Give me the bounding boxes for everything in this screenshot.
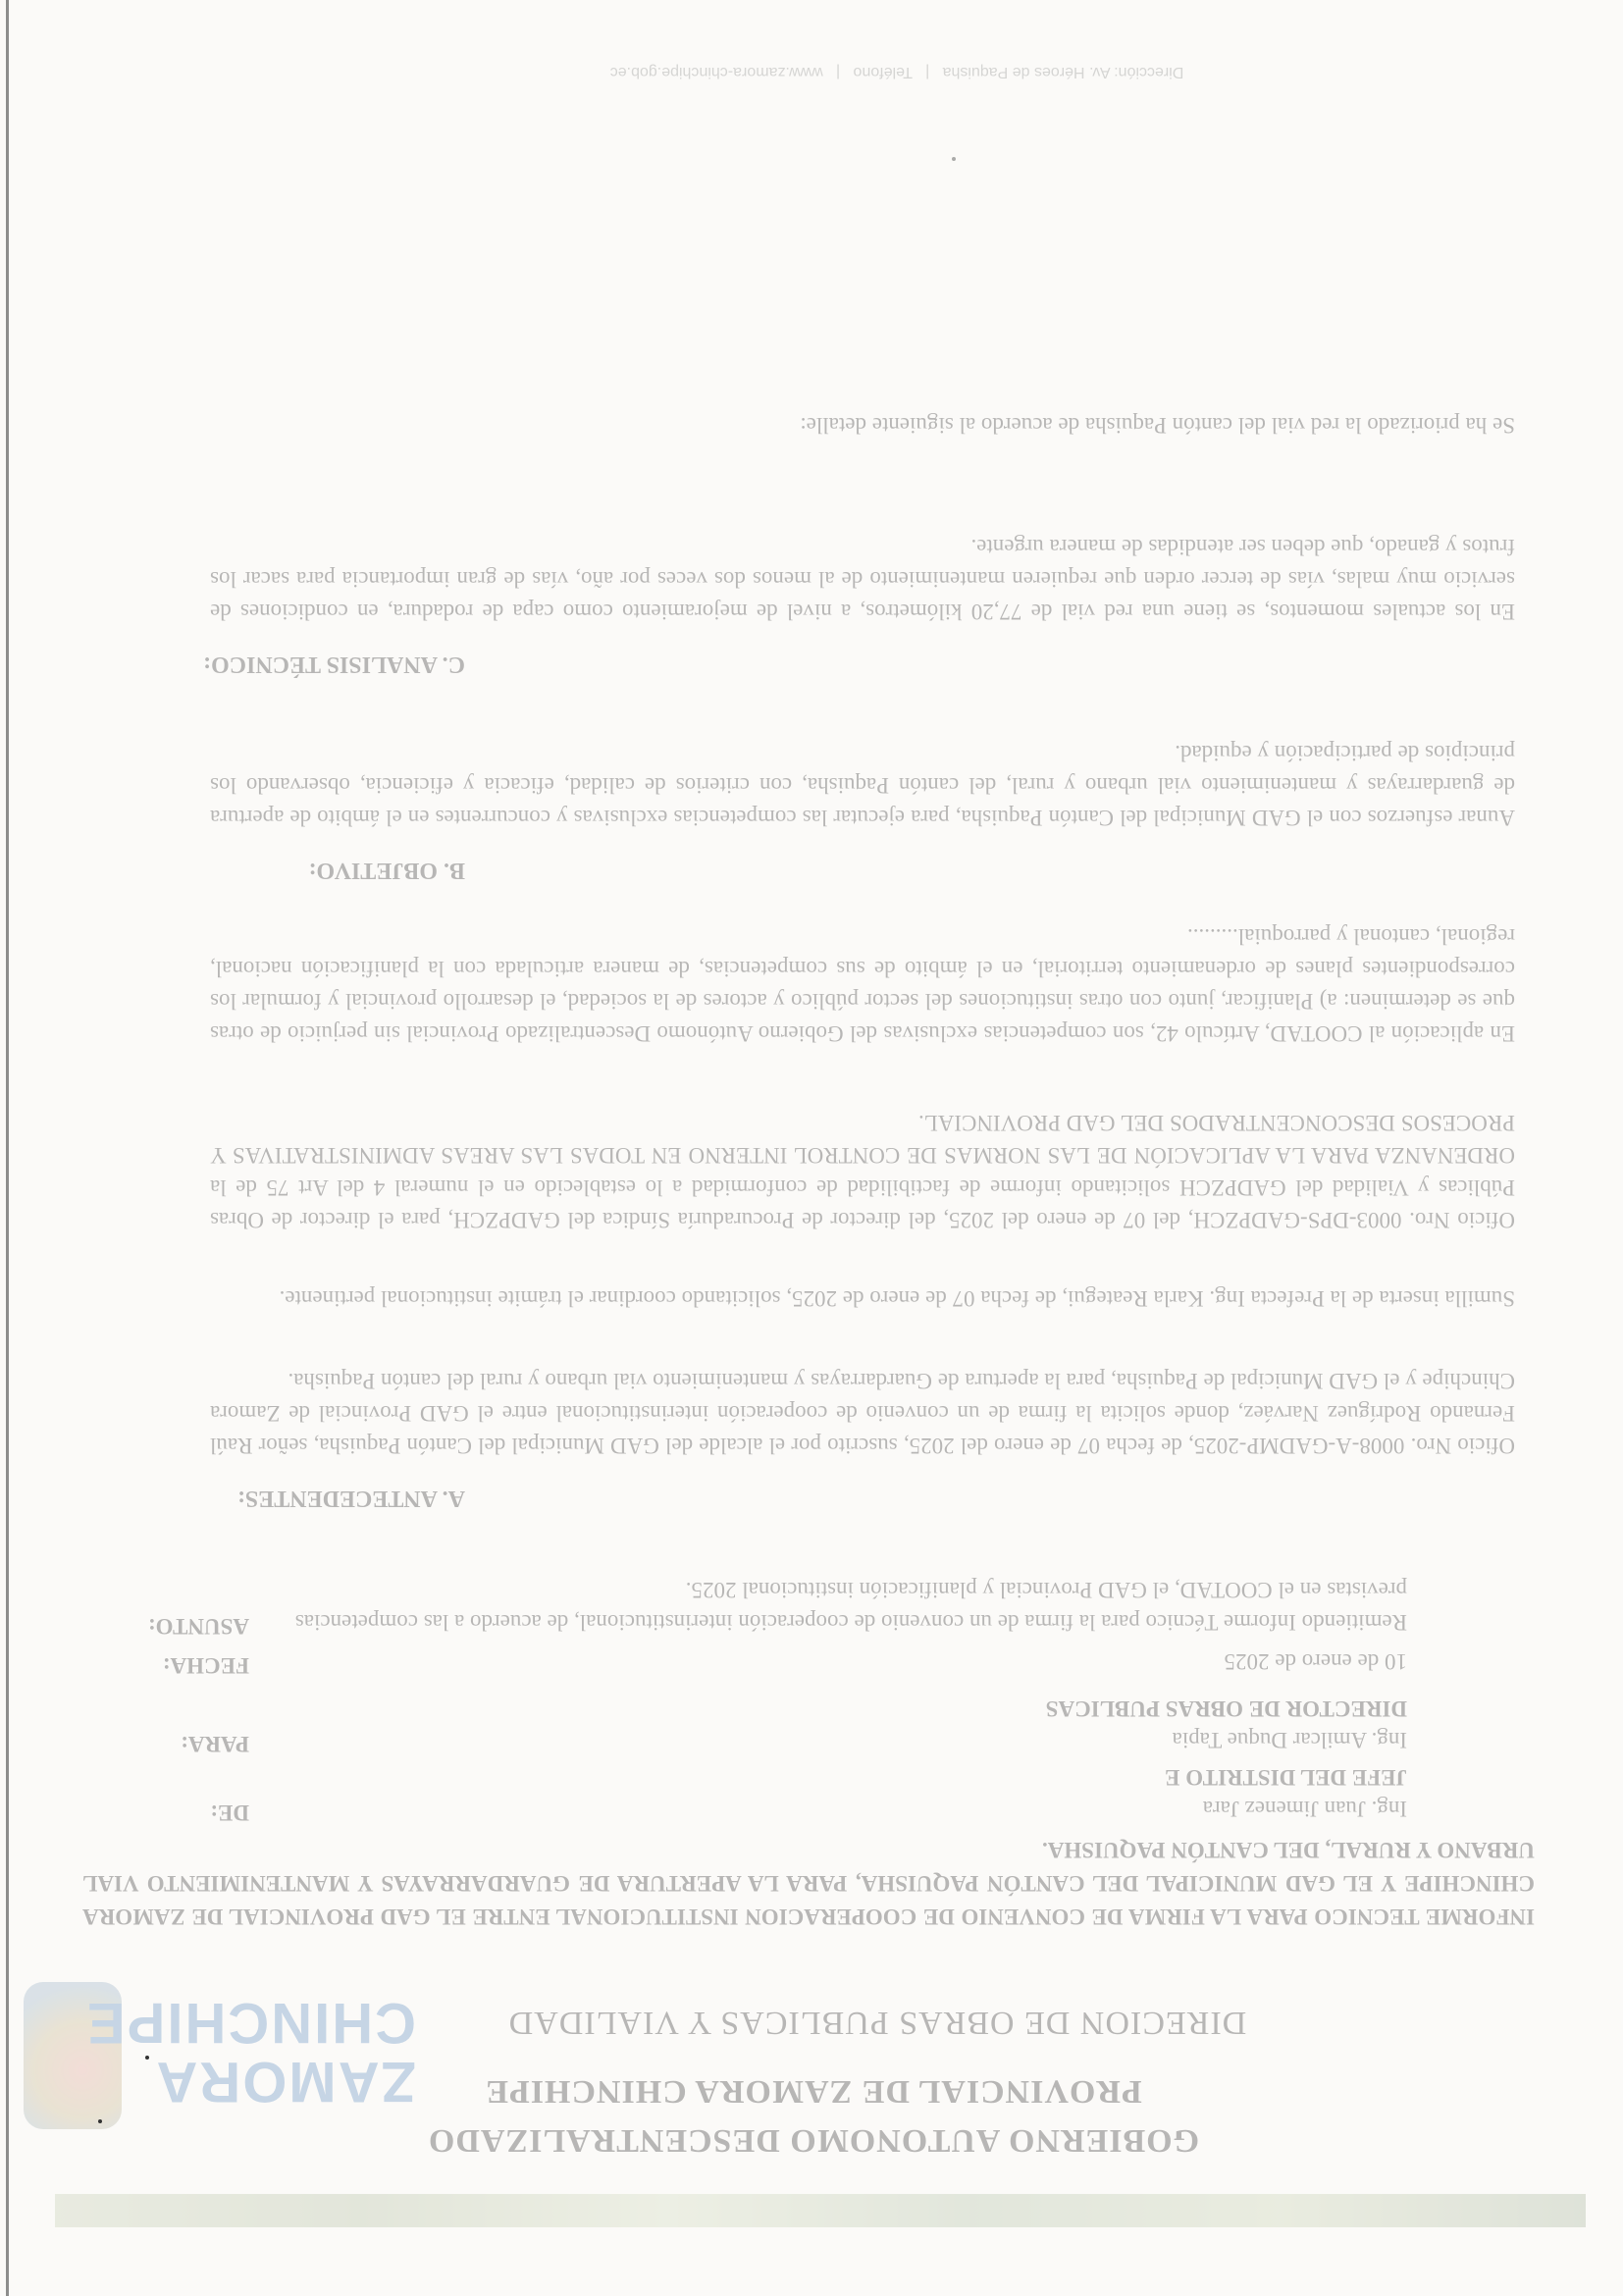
para-role: DIRECTOR DE OBRAS PUBLICAS — [1045, 1696, 1407, 1721]
contact-strip: Dirección: Av. Héroes de Paquisha | Teléfono | www.zamora-chinchipe.gob.ec — [609, 64, 1184, 80]
asunto-row — [53, 1531, 1486, 1639]
section-b-paragraph: Aunar esfuerzos con el GAD Municipal del Cantón Paquisha, para ejecutar las competencias exclusivas y concurrentes en el ámbito de apertura de guardarrayas y mantenimiento vial urbano y rural, del cantón Paquisha, con criterios de calidad, eficacia y eficiencia, observando los principios de participación y equidad. — [210, 741, 1515, 830]
scan-speck — [952, 157, 956, 161]
de-label: DE: — [210, 1800, 249, 1825]
org-header-line1: GOBIERNO AUTONOMO DESCENTRALIZADO — [427, 2122, 1200, 2159]
contact-phone: Teléfono — [853, 64, 914, 80]
de-value: Ing. Juan Jimenez Jara — [1202, 1797, 1407, 1821]
contact-address: Dirección: Av. Héroes de Paquisha — [942, 64, 1184, 80]
fecha-value: 10 de enero de 2025 — [1224, 1649, 1407, 1674]
scan-edge-left — [6, 0, 9, 2296]
asunto-value: Remitiendo Informe Técnico para la firma de un convenio de cooperación interinstitucional, de acuerdo a las competencias previstas en el COOTAD, el GAD Provincial y planificación institucional 2025. — [294, 1578, 1407, 1635]
contact-website: www.zamora-chinchipe.gob.ec — [609, 64, 823, 80]
report-title: INFORME TECNICO PARA LA FIRMA DE CONVENIO DE COOPERACION INSTITUCIONAL ENTRE EL GAD PROVINCIAL DE ZAMORA CHINCHIPE Y EL GAD MUNICIPAL DEL CANTÓN PAQUISHA, PARA LA APERTURA DE GUARDARRAYAS Y MANTENIMIENTO VIAL URBANO Y RURAL, DEL CANTÓN PAQUISHA. — [82, 1838, 1535, 1929]
memo-block — [53, 1688, 1486, 1825]
section-a-paragraph-3: Oficio Nro. 0003-DPS-GADPZCH, del 07 de enero del 2025, del director de Procuraduría Síndica del GADPZCH, para el director de Obras Públicas y Vialidad del GADPZCH solicitando informe de factibilidad de conformidad a lo establecido en el numeral 4 del Art 75 de la ORDENANZA PARA LA APLICACIÓN DE LAS NORMAS DE CONTROL INTERNO EN TODAS LAS AREAS ADMINISTRATIVAS Y PROCESOS DESCONCENTRADOS DEL GAD PROVINCIAL. — [210, 1111, 1515, 1232]
asunto-label: ASUNTO: — [147, 1614, 249, 1639]
section-c-heading: C. ANALISIS TÉCNICO: — [203, 652, 465, 677]
section-a-paragraph-1: Oficio Nro. 0008-A-GADMP-2025, de fecha 07 de enero del 2025, suscrito por el alcalde del GAD Municipal del Cantón Paquisha, señor Raúl Fernando Rodríguez Narváez, donde solicita la firma de un convenio de cooperación interinstitucional entre el GAD Provincial de Zamora Chinchipe y el GAD Municipal de Paquisha, para la apertura de Guardarrayas y mantenimiento vial urbano y rural del cantón Paquisha. — [210, 1369, 1515, 1458]
para-label: PARA: — [181, 1732, 249, 1756]
logo-text-line1: ZAMORA — [154, 2050, 416, 2113]
para-value: Ing. Amilcar Duque Tapia — [1172, 1728, 1407, 1752]
decorative-footer-band — [55, 2194, 1586, 2227]
section-a-heading: A. ANTECEDENTES: — [236, 1486, 465, 1511]
de-role: JEFE DEL DISTRITO E — [1165, 1765, 1407, 1790]
scan-speck — [145, 2056, 149, 2060]
org-header-line2: PROVINCIAL DE ZAMORA CHINCHIPE — [485, 2073, 1142, 2110]
section-b-heading: B. OBJETIVO: — [308, 858, 465, 883]
section-a-paragraph-2: Sumilla inserta de la Prefecta Ing. Karla Reategui, de fecha 07 de enero de 2025, solicitando coordinar el trámite institucional pertinente. — [279, 1286, 1515, 1311]
scan-speck — [98, 2119, 102, 2123]
section-a-paragraph-4: En aplicación al COOTAD, Artículo 42, son competencias exclusivas del Gobierno Autónomo Descentralizado Provincial sin perjuicio de otras que se determinen: a) Planificar, junto con otras instituciones del sector público y actores de la sociedad, el desarrollo provincial y formular los correspondientes planes de ordenamiento territorial, en el ámbito de sus competencias, de manera articulada con la planificación nacional, regional, cantonal y parroquial......... — [210, 924, 1515, 1046]
logo-text-line2: CHINCHIPE — [84, 1991, 416, 2055]
fecha-label: FECHA: — [162, 1653, 249, 1678]
fecha-row — [53, 1639, 1486, 1678]
section-c-paragraph-2: Se ha priorizado la red vial del cantón Paquisha de acuerdo al siguiente detalle: — [800, 413, 1515, 438]
department-name: DIRECION DE OBRAS PUBLICAS Y VIALIDAD — [507, 2005, 1247, 2041]
section-c-paragraph-1: En los actuales momentos, se tiene una red vial de 77,20 kilómetros, a nivel de mejoramiento como capa de rodadura, en condiciones de servicio muy malas, vías de tercer orden que requieren mantenimiento de al menos dos veces por año, vías de gran importancia para sacar los frutos y ganado, que deben ser atendidas de manera urgente. — [210, 535, 1515, 624]
